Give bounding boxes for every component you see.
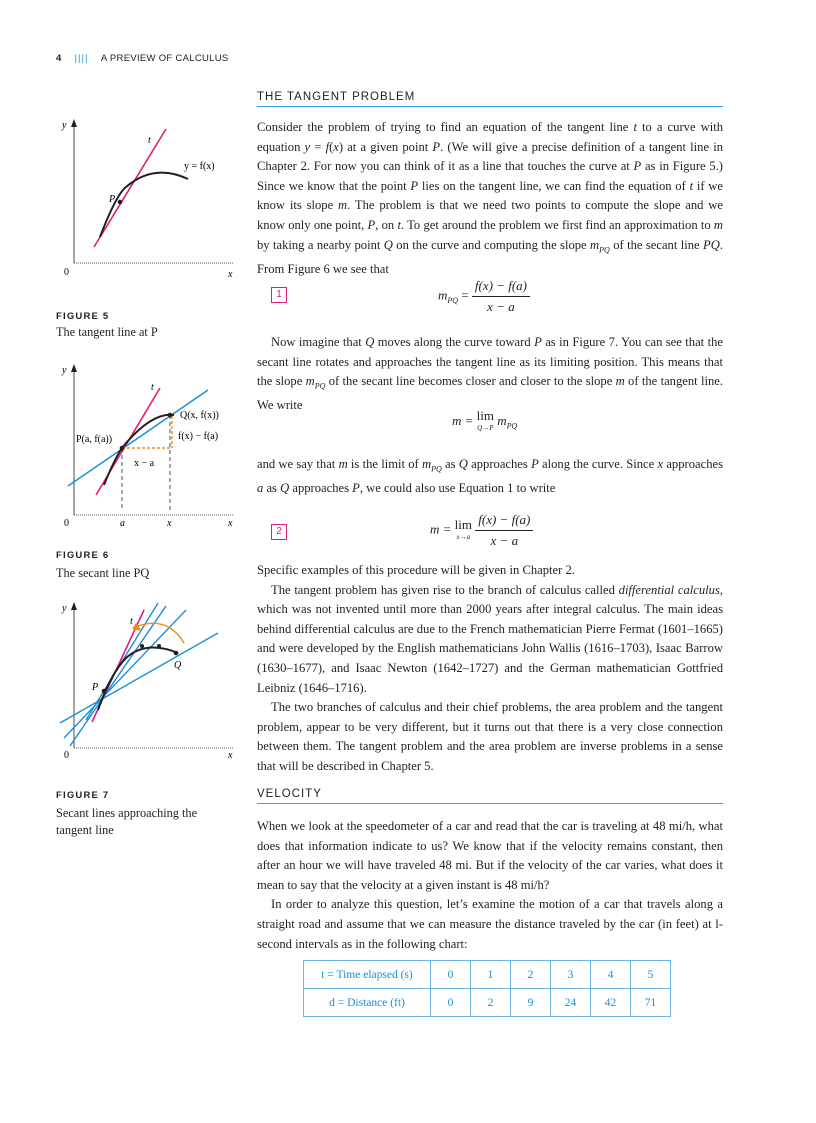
y-axis-arrow — [71, 119, 77, 127]
paragraph-6: The two branches of calculus and their chief problems, the area problem and the tangent problem, appear to be very different, but it turns out that there is a very close connection between them. The tangent problem and the area problem are inverse problems in a sense that will be described in Chapter 5. — [257, 700, 723, 773]
fig6-p-label: P(a, f(a)) — [76, 434, 113, 445]
limit-equation — [452, 410, 517, 434]
fig6-a-tick: a — [120, 518, 125, 529]
paragraph-3: and we say that m is the limit of $m_{PQ}$ as Q approaches P along the curve. Since x approaches a as Q approaches P, we could also use Equation 1 to write — [257, 457, 723, 496]
lim-rhs: m — [497, 412, 507, 428]
figure-6-caption: The secant line PQ — [56, 566, 150, 580]
y-axis-arrow — [71, 602, 77, 610]
figure-5-graph — [56, 115, 246, 285]
fig7-x-label: x — [228, 750, 233, 761]
eq2-lim-word: lim — [454, 516, 473, 532]
figure-7-label: FIGURE 7 — [56, 790, 110, 801]
fig7-t-label: t — [130, 616, 133, 627]
table-cell: 0 — [431, 989, 471, 1017]
eq2-fraction — [475, 512, 533, 549]
fig6-y-label: y — [62, 365, 67, 376]
table-row — [304, 961, 671, 989]
fig7-q-label: Q — [174, 660, 182, 671]
section-heading-velocity: VELOCITY — [257, 788, 723, 804]
point-q — [168, 413, 173, 418]
paragraph-1: Consider the problem of trying to find an equation of the tangent line t to a curve with equation y = f(x) at a given point P. (We will give a precise definition of a tangent line in Chapter 2. For now you can think of it as a line that touches the curve at P as in Figure 5.) Since we know that the point P lies on the tangent line, we can find the equation of t if we know its slope m. The problem is that we need two points to compute the slope and we know only one point, P, on t. To get around the problem we first find an approximation to m by taking a nearby point Q on the curve and computing the slope $m_{PQ}$ of the secant line PQ. From Figure 6 we see that — [257, 120, 724, 276]
paragraph-4: Specific examples of this procedure will be given in Chapter 2. — [257, 563, 575, 577]
fig6-run-label: x − a — [134, 458, 155, 469]
figure-6-graph — [56, 360, 246, 535]
table-row-label: t = Time elapsed (s) — [304, 961, 431, 989]
eq1-lhs-sub: PQ — [447, 296, 459, 306]
lim-rhs-sub: PQ — [506, 421, 518, 431]
table-row — [304, 989, 671, 1017]
figure-6-label: FIGURE 6 — [56, 550, 110, 561]
fig6-q-label: Q(x, f(x)) — [180, 410, 219, 421]
point-p — [102, 689, 107, 694]
lim-operator — [477, 410, 494, 434]
figure-7-graph — [56, 598, 246, 773]
equation-2 — [430, 512, 533, 549]
table-cell: 9 — [511, 989, 551, 1017]
paragraph-2: Now imagine that Q moves along the curve toward P as in Figure 7. You can see that the secant line rotates and approaches the tangent line as its limiting position. This means that the slope $m_{PQ}$ of the secant line becomes closer and closer to the slope m of the tangent line. We write — [257, 335, 723, 413]
equation-number-1: 1 — [271, 287, 287, 303]
lim-lhs: m = — [452, 412, 474, 428]
figure-5-caption: The tangent line at P — [56, 325, 158, 339]
eq1-numerator: f(x) − f(a) — [472, 278, 530, 297]
eq2-denominator: x − a — [490, 533, 519, 548]
fig5-curve-label: y = f(x) — [184, 161, 215, 172]
paragraph-7-8 — [257, 817, 723, 954]
table-cell: 4 — [591, 961, 631, 989]
fig5-x-label: x — [228, 269, 233, 280]
point-p — [120, 446, 125, 451]
secant-line-3 — [70, 606, 166, 746]
section-heading-tangent: THE TANGENT PROBLEM — [257, 91, 723, 107]
eq2-lim-operator — [454, 516, 473, 543]
lim-subscript: Q→P — [477, 424, 494, 432]
motion-arc — [138, 623, 184, 643]
fig6-origin: 0 — [64, 518, 69, 529]
equation-number-2: 2 — [271, 524, 287, 540]
point-p — [118, 200, 123, 205]
table-cell: 24 — [551, 989, 591, 1017]
fig7-y-label: y — [62, 603, 67, 614]
page-number: 4 — [56, 53, 62, 64]
figure-7-caption: Secant lines approaching the tangent line — [56, 806, 198, 837]
equation-1 — [438, 278, 530, 315]
table-cell: 42 — [591, 989, 631, 1017]
y-axis-arrow — [71, 364, 77, 372]
point — [140, 644, 144, 648]
fig6-t-label: t — [151, 382, 154, 393]
eq1-fraction — [472, 278, 530, 315]
curve — [104, 415, 174, 485]
running-header — [56, 53, 229, 64]
table-cell: 2 — [471, 989, 511, 1017]
eq2-numerator: f(x) − f(a) — [475, 512, 533, 531]
fig7-p-label: P — [92, 682, 99, 693]
paragraph-8: In order to analyze this question, let’s examine the motion of a car that travels along a straight road and assume that we can measure the distance traveled by the car (in feet) at l-second intervals as in the following chart: — [257, 897, 723, 951]
table-cell: 0 — [431, 961, 471, 989]
eq1-equals: = — [461, 287, 469, 303]
fig6-x-label: x — [228, 518, 233, 529]
eq1-denominator: x − a — [487, 299, 515, 314]
fig5-origin: 0 — [64, 267, 69, 278]
paragraph-7: When we look at the speedometer of a car and read that the car is traveling at 48 mi/h, what does that information indicate to us? We know that if the velocity remains constant, then after an hour we will have traveled 48 mi. But if the velocity of the car varies, what does it mean to say that the velocity at a given instant is 48 mi/h? — [257, 819, 723, 892]
point-q — [174, 651, 179, 656]
secant-line-2 — [64, 610, 186, 738]
fig6-diff-label: f(x) − f(a) — [178, 431, 219, 442]
eq1-lhs: m — [438, 287, 448, 303]
fig6-x-tick: x — [167, 518, 172, 529]
fig5-t-label: t — [148, 135, 151, 146]
header-bars: |||| — [74, 53, 89, 64]
table-cell: 71 — [631, 989, 671, 1017]
fig5-y-label: y — [62, 120, 67, 131]
figure-5-label: FIGURE 5 — [56, 311, 110, 322]
eq2-lhs: m = — [430, 521, 452, 537]
table-cell: 3 — [551, 961, 591, 989]
header-title: A PREVIEW OF CALCULUS — [100, 53, 229, 64]
table-cell: 1 — [471, 961, 511, 989]
distance-table — [303, 960, 671, 1017]
table-row-label: d = Distance (ft) — [304, 989, 431, 1017]
fig7-origin: 0 — [64, 750, 69, 761]
tangent-line — [94, 129, 166, 247]
table-cell: 5 — [631, 961, 671, 989]
fig5-p-label: P — [109, 194, 116, 205]
paragraph-4-6: Specific examples of this procedure will be given in Chapter 2. The tangent problem has given rise to the branch of calculus called differential calculus, which was not invented until more than 2000 years after integral calculus. The main ideas behind differential calculus are due to the French mathematician Pierre Fermat (1601–1665) and were developed by the English mathematicians John Wallis (1616–1703), Isaac Barrow (1630–1677), and Isaac Newton (1642–1727) and the German mathematician Gottfried Leibniz (1646–1716). The two branches of calculus and their chief problems, the area problem and the tangent problem, appear to be very different, but it turns out that there is a very close connection between them. The tangent problem and the area problem are inverse problems in a sense that will be described in Chapter 5. — [257, 561, 723, 777]
lim-word: lim — [476, 408, 495, 423]
eq2-lim-subscript: x→a — [456, 532, 471, 541]
table-cell: 2 — [511, 961, 551, 989]
point — [157, 644, 161, 648]
